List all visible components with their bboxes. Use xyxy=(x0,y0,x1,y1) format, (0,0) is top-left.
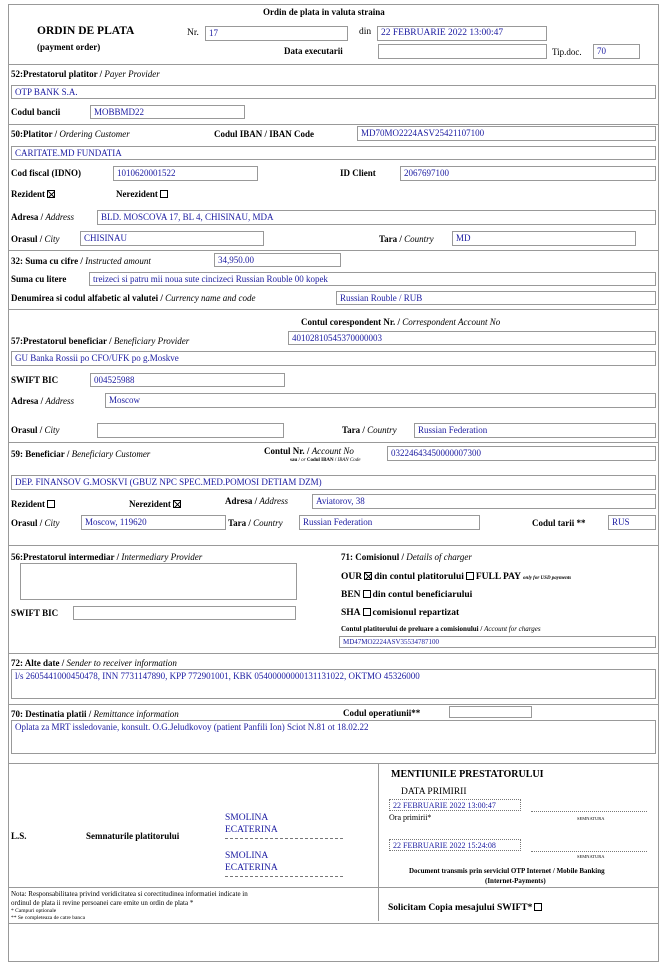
charges-heading: 71: Comisionul / Details of charger xyxy=(341,552,472,562)
client-id-label: ID Client xyxy=(340,168,376,178)
payer-address-label: Adresa / Address xyxy=(11,212,75,222)
beneficiary-provider-name[interactable]: GU Banka Rossii po CFO/UFK po g.Moskve xyxy=(11,351,656,366)
sha-checkbox[interactable] xyxy=(363,608,371,616)
ben-account-sublabel: sau / or Codul IBAN / IBAN Code xyxy=(290,458,361,463)
country-code-label: Codul tarii ** xyxy=(532,518,586,528)
other-info-field[interactable]: l/s 2605441000450478, INN 7731147890, KPP 772901001, KBK 05400000000131131022, OKTMO 45326000 xyxy=(11,669,656,699)
payer-iban-label: Codul IBAN / IBAN Code xyxy=(214,129,315,139)
divider xyxy=(9,545,658,546)
bank-code-field[interactable]: MOBBMD22 xyxy=(90,105,245,119)
ben-address-field[interactable]: Aviatorov, 38 xyxy=(312,494,656,509)
divider xyxy=(9,923,658,924)
provider-notes-title: MENTIUNILE PRESTATORULUI xyxy=(391,769,544,780)
sign-line-2 xyxy=(531,851,647,852)
swift-copy-row: Solicitam Copia mesajului SWIFT* xyxy=(388,903,544,913)
fullpay-checkbox[interactable] xyxy=(466,572,474,580)
footer-note-1: Nota: Responsabilitatea privind veridicitatea si corectitudinea informatiei indicate in xyxy=(11,890,248,898)
payer-city-field[interactable]: CHISINAU xyxy=(80,231,264,246)
payer-nonresident-checkbox[interactable] xyxy=(160,190,168,198)
ben-resident: Rezident xyxy=(11,499,57,509)
doc-subtitle: (payment order) xyxy=(37,42,101,52)
payer-nonresident: Nerezident xyxy=(116,189,170,199)
exec-date-field[interactable] xyxy=(378,44,547,59)
client-id-field[interactable]: 2067697100 xyxy=(400,166,656,181)
beneficiary-provider-heading: 57:Prestatorul beneficiar / Beneficiary Provider xyxy=(11,336,190,346)
int-swift-field[interactable] xyxy=(73,606,296,620)
purpose-field[interactable]: Oplata za MRT issledovanie, konsult. O.G.Jeludkovoy (patient Panfili Ion) Sciot N.81 ot 18.02.22 xyxy=(11,720,656,754)
tipdoc-label: Tip.doc. xyxy=(552,47,582,57)
signature-caption-1: SEMNATURA xyxy=(577,816,605,821)
doc-title: ORDIN DE PLATA xyxy=(37,25,135,37)
payer-country-label: Tara / Country xyxy=(379,234,434,244)
ben-country-field[interactable]: Russian Federation xyxy=(299,515,480,530)
currency-label: Denumirea si codul alfabetic al valutei / Currency name and code xyxy=(11,293,256,303)
footer-note-2: ordinul de plata ii revine persoanei care emite un ordin de plata * xyxy=(11,899,194,907)
signatures-label: Semnaturile platitorului xyxy=(86,831,180,841)
din-label: din xyxy=(359,27,372,37)
payer-city-label: Orasul / City xyxy=(11,234,60,244)
ben-nonresident: Nerezident xyxy=(129,499,183,509)
amount-words-label: Suma cu litere xyxy=(11,274,67,284)
sign-line-1 xyxy=(531,811,647,812)
purpose-heading: 70: Destinatia platii / Remittance information xyxy=(11,709,179,719)
payer-iban-field[interactable]: MD70MO2224ASV25421107100 xyxy=(357,126,656,141)
payer-provider-name[interactable]: OTP BANK S.A. xyxy=(11,85,656,99)
signature-1-b: ECATERINA xyxy=(225,825,278,835)
corr-account-field[interactable]: 40102810545370000003 xyxy=(288,331,656,345)
beneficiary-name-field[interactable]: DEP. FINANSOV G.MOSKVI (GBUZ NPC SPEC.MED.POMOSI DETIAM DZM) xyxy=(11,475,656,490)
ben-address-label: Adresa / Address xyxy=(225,496,289,506)
date-field[interactable]: 22 FEBRUARIE 2022 13:00:47 xyxy=(377,26,547,41)
ben-account-field[interactable]: 03224643450000007300 xyxy=(387,446,656,461)
payer-resident-checkbox[interactable] xyxy=(47,190,55,198)
received-time-label: Ora primirii* xyxy=(389,813,432,822)
amount-words-field[interactable]: treizeci si patru mii noua sute cincizeci Russian Rouble 00 kopek xyxy=(89,272,656,286)
transmitted-note-a: Document transmis prin serviciul OTP Internet / Mobile Banking xyxy=(409,867,605,875)
country-code-field[interactable]: RUS xyxy=(608,515,656,530)
divider xyxy=(9,653,658,654)
received-time-field[interactable]: 22 FEBRUARIE 2022 15:24:08 xyxy=(389,839,521,851)
charges-sha-row: SHA comisionul repartizat xyxy=(341,608,460,618)
form-title: Ordin de plata in valuta straina xyxy=(263,7,385,17)
ben-swift-field[interactable]: 004525988 xyxy=(90,373,285,387)
signature-2-b: ECATERINA xyxy=(225,863,278,873)
ls-label: L.S. xyxy=(11,831,27,841)
received-date-field[interactable]: 22 FEBRUARIE 2022 13:00:47 xyxy=(389,799,521,811)
payment-order-form xyxy=(8,4,659,962)
charges-our-row: OUR din contul platitorului FULL PAY only for USD payments xyxy=(341,572,572,582)
divider xyxy=(9,250,658,251)
divider xyxy=(9,309,658,310)
currency-field[interactable]: Russian Rouble / RUB xyxy=(336,291,656,305)
ben-provider-country-field[interactable]: Russian Federation xyxy=(414,423,656,438)
idno-label: Cod fiscal (IDNO) xyxy=(11,168,81,178)
divider xyxy=(9,64,658,65)
ben-country-label: Tara / Country xyxy=(228,518,283,528)
swift-copy-checkbox[interactable] xyxy=(534,903,542,911)
signature-2-a: SMOLINA xyxy=(225,851,269,861)
nr-label: Nr. xyxy=(187,28,199,38)
amount-figures-label: 32: Suma cu cifre / Instructed amount xyxy=(11,256,151,266)
nr-field[interactable]: 17 xyxy=(205,26,348,41)
idno-field[interactable]: 1010620001522 xyxy=(113,166,258,181)
bank-code-label: Codul bancii xyxy=(11,107,61,117)
divider xyxy=(9,763,658,764)
charges-account-field[interactable]: MD47MO2224ASV35534787100 xyxy=(339,636,656,648)
signature-1-line xyxy=(225,838,343,839)
divider xyxy=(9,442,658,443)
ben-city-label: Orasul / City xyxy=(11,518,60,528)
footer-note-3: * Campuri optionale xyxy=(11,908,57,914)
notes-vline xyxy=(378,763,379,921)
received-date-label: DATA PRIMIRII xyxy=(401,787,467,797)
signature-1-a: SMOLINA xyxy=(225,813,269,823)
amount-figures-field[interactable]: 34,950.00 xyxy=(214,253,341,267)
signature-2-line xyxy=(225,876,343,877)
ben-city-field[interactable]: Moscow, 119620 xyxy=(81,515,226,530)
divider xyxy=(9,887,658,888)
divider xyxy=(9,704,658,705)
ben-provider-country-label: Tara / Country xyxy=(342,425,397,435)
ben-provider-address-field[interactable]: Moscow xyxy=(105,393,656,408)
signature-caption-2: SEMNATURA xyxy=(577,854,605,859)
beneficiary-heading: 59: Beneficiar / Beneficiary Customer xyxy=(11,449,151,459)
ben-provider-city-label: Orasul / City xyxy=(11,425,60,435)
op-code-field[interactable] xyxy=(449,706,532,718)
intermediary-heading: 56:Prestatorul intermediar / Intermediary Provider xyxy=(11,552,203,562)
payer-address-field[interactable]: BLD. MOSCOVA 17, BL 4, CHISINAU, MDA xyxy=(97,210,656,225)
op-code-label: Codul operatiunii** xyxy=(343,708,421,718)
ben-provider-address-label: Adresa / Address xyxy=(11,396,75,406)
ben-account-label: Contul Nr. / Account No xyxy=(264,446,354,456)
tipdoc-field[interactable]: 70 xyxy=(593,44,640,59)
transmitted-note-b: (Internet-Payments) xyxy=(485,877,546,885)
ben-swift-label: SWIFT BIC xyxy=(11,375,59,385)
footer-note-4: ** Se completeaza de catre banca xyxy=(11,915,86,921)
payer-name-field[interactable]: CARITATE.MD FUNDATIA xyxy=(11,146,656,160)
corr-account-label: Contul corespondent Nr. / Correspondent Account No xyxy=(301,317,501,327)
payer-heading: 50:Platitor / Ordering Customer xyxy=(11,129,130,139)
payer-provider-heading: 52:Prestatorul platitor / Payer Provider xyxy=(11,69,160,79)
int-swift-label: SWIFT BIC xyxy=(11,608,59,618)
ben-resident-checkbox[interactable] xyxy=(47,500,55,508)
other-info-heading: 72: Alte date / Sender to receiver information xyxy=(11,658,177,668)
our-checkbox[interactable] xyxy=(364,572,372,580)
intermediary-name-field[interactable] xyxy=(20,563,297,600)
ben-provider-city-field[interactable] xyxy=(97,423,284,438)
payer-resident: Rezident xyxy=(11,189,57,199)
charges-account-label: Contul platitorului de preluare a comisionului / Account for charges xyxy=(341,625,541,633)
charges-ben-row: BEN din contul beneficiarului xyxy=(341,590,473,600)
ben-nonresident-checkbox[interactable] xyxy=(173,500,181,508)
exec-date-label: Data executarii xyxy=(284,46,343,56)
payer-country-field[interactable]: MD xyxy=(452,231,636,246)
divider xyxy=(9,124,658,125)
ben-checkbox[interactable] xyxy=(363,590,371,598)
